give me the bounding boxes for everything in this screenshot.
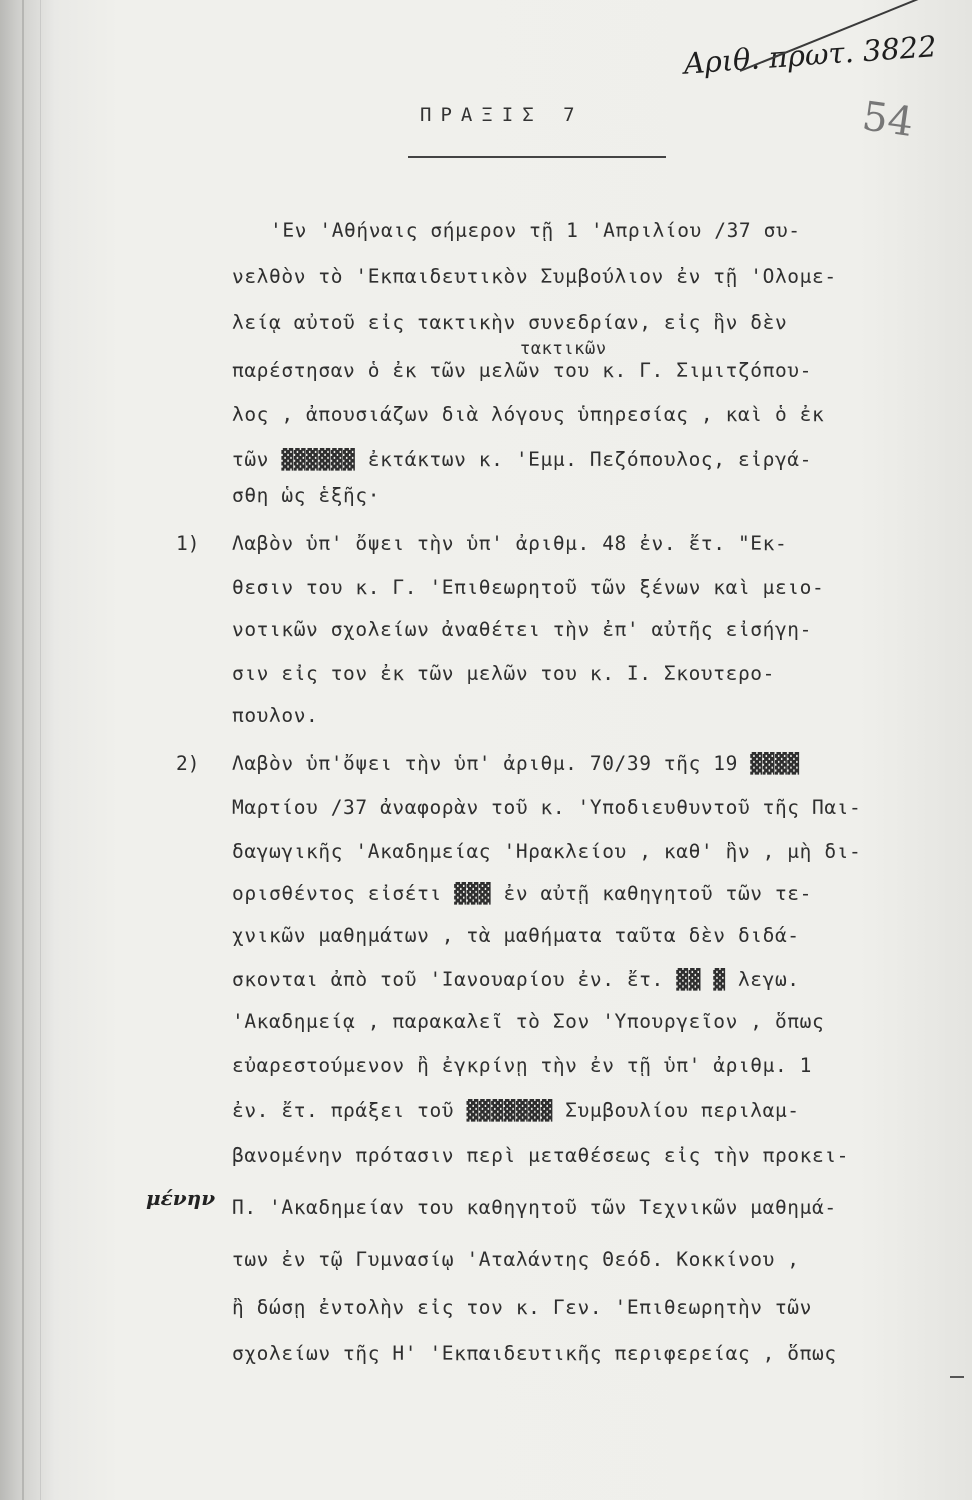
text-line: χνικῶν μαθημάτων , τὰ μαθήματα ταῦτα δὲν διδά- bbox=[232, 924, 800, 947]
text-line: σιν εἰς τον ἐκ τῶν μελῶν του κ. Ι. Σκουτερο- bbox=[232, 662, 775, 685]
text-line: σθη ὡς ἑξῆς· bbox=[232, 484, 381, 507]
item-number: 2) bbox=[176, 752, 200, 775]
text-line: Π. 'Ακαδημείαν του καθηγητοῦ τῶν Τεχνικῶν μαθημά- bbox=[232, 1196, 837, 1219]
interlinear-insertion: τακτικῶν bbox=[520, 339, 607, 359]
text-line: θεσιν του κ. Γ. 'Επιθεωρητοῦ τῶν ξένων καὶ μειο- bbox=[232, 576, 825, 599]
text-line: λείᾳ αὐτοῦ εἰς τακτικὴν συνεδρίαν, εἰς ἣν δὲν bbox=[232, 311, 788, 334]
text-line: βανομένην πρότασιν περὶ μεταθέσεως εἰς τὴν προκει- bbox=[232, 1144, 849, 1167]
margin-dash bbox=[950, 1376, 964, 1378]
text-line: λος , ἀπουσιάζων διὰ λόγους ὑπηρεσίας , καὶ ὁ ἐκ bbox=[232, 403, 825, 426]
text-line: δαγωγικῆς 'Ακαδημείας 'Ηρακλείου , καθ' ἣν , μὴ δι- bbox=[232, 840, 862, 863]
text-line: 'Εν 'Αθήναις σήμερον τῇ 1 'Απριλίου /37 συ- bbox=[270, 219, 801, 242]
handwritten-protocol-number: Αριθ. πρωτ. 3822 bbox=[682, 29, 938, 81]
text-line: σχολείων τῆς Η' 'Εκπαιδευτικῆς περιφερείας , ὅπως bbox=[232, 1342, 837, 1365]
text-line: των ἐν τῷ Γυμνασίῳ 'Αταλάντης Θεόδ. Κοκκίνου , bbox=[232, 1248, 800, 1271]
text-line: Λαβὸν ὑπ'ὄψει τὴν ὑπ' ἀριθμ. 70/39 τῆς 19 ▓▓▓▓ bbox=[232, 752, 800, 775]
text-line: ἢ δώσῃ ἐντολὴν εἰς τον κ. Γεν. 'Επιθεωρητὴν τῶν bbox=[232, 1296, 812, 1319]
text-line: σκονται ἀπὸ τοῦ 'Ιανουαρίου ἐν. ἔτ. ▓▓ ▓ λεγω. bbox=[232, 968, 800, 991]
text-line: νοτικῶν σχολείων ἀναθέτει τὴν ἐπ' αὐτῆς εἰσήγη- bbox=[232, 618, 812, 641]
document-title: ΠΡΑΞΙΣ 7 bbox=[420, 104, 584, 126]
text-line: τῶν ▓▓▓▓▓▓ ἐκτάκτων κ. 'Εμμ. Πεζόπουλος, εἰργά- bbox=[232, 448, 812, 471]
text-line: Λαβὸν ὑπ' ὄψει τὴν ὑπ' ἀριθμ. 48 ἐν. ἔτ. "Εκ- bbox=[232, 532, 788, 555]
text-line: πουλον. bbox=[232, 704, 319, 727]
text-line: 'Ακαδημείᾳ , παρακαλεῖ τὸ Σον 'Υπουργεῖον , ὅπως bbox=[232, 1010, 825, 1033]
text-line: παρέστησαν ὁ ἐκ τῶν μελῶν του κ. Γ. Σιμιτζόπου- bbox=[232, 359, 812, 382]
text-line: ἐν. ἔτ. πράξει τοῦ ▓▓▓▓▓▓▓ Συμβουλίου περιλαμ- bbox=[232, 1099, 800, 1122]
title-underline bbox=[408, 156, 666, 158]
item-number: 1) bbox=[176, 532, 200, 555]
text-line: εὐαρεστούμενον ἢ ἐγκρίνῃ τὴν ἐν τῇ ὑπ' ἀριθμ. 1 bbox=[232, 1054, 812, 1077]
page-number: 54 bbox=[859, 93, 917, 147]
text-line: ορισθέντος εἰσέτι ▓▓▓ ἐν αὐτῇ καθηγητοῦ τῶν τε- bbox=[232, 882, 812, 905]
page-fold-line bbox=[40, 0, 41, 1500]
text-line: Μαρτίου /37 ἀναφορὰν τοῦ κ. 'Υποδιευθυντοῦ τῆς Παι- bbox=[232, 796, 862, 819]
handwritten-margin-note: μένην bbox=[146, 1186, 216, 1210]
text-line: νελθὸν τὸ 'Εκπαιδευτικὸν Συμβούλιον ἐν τῇ 'Ολομε- bbox=[232, 265, 837, 288]
page-fold-shadow bbox=[22, 0, 24, 1500]
